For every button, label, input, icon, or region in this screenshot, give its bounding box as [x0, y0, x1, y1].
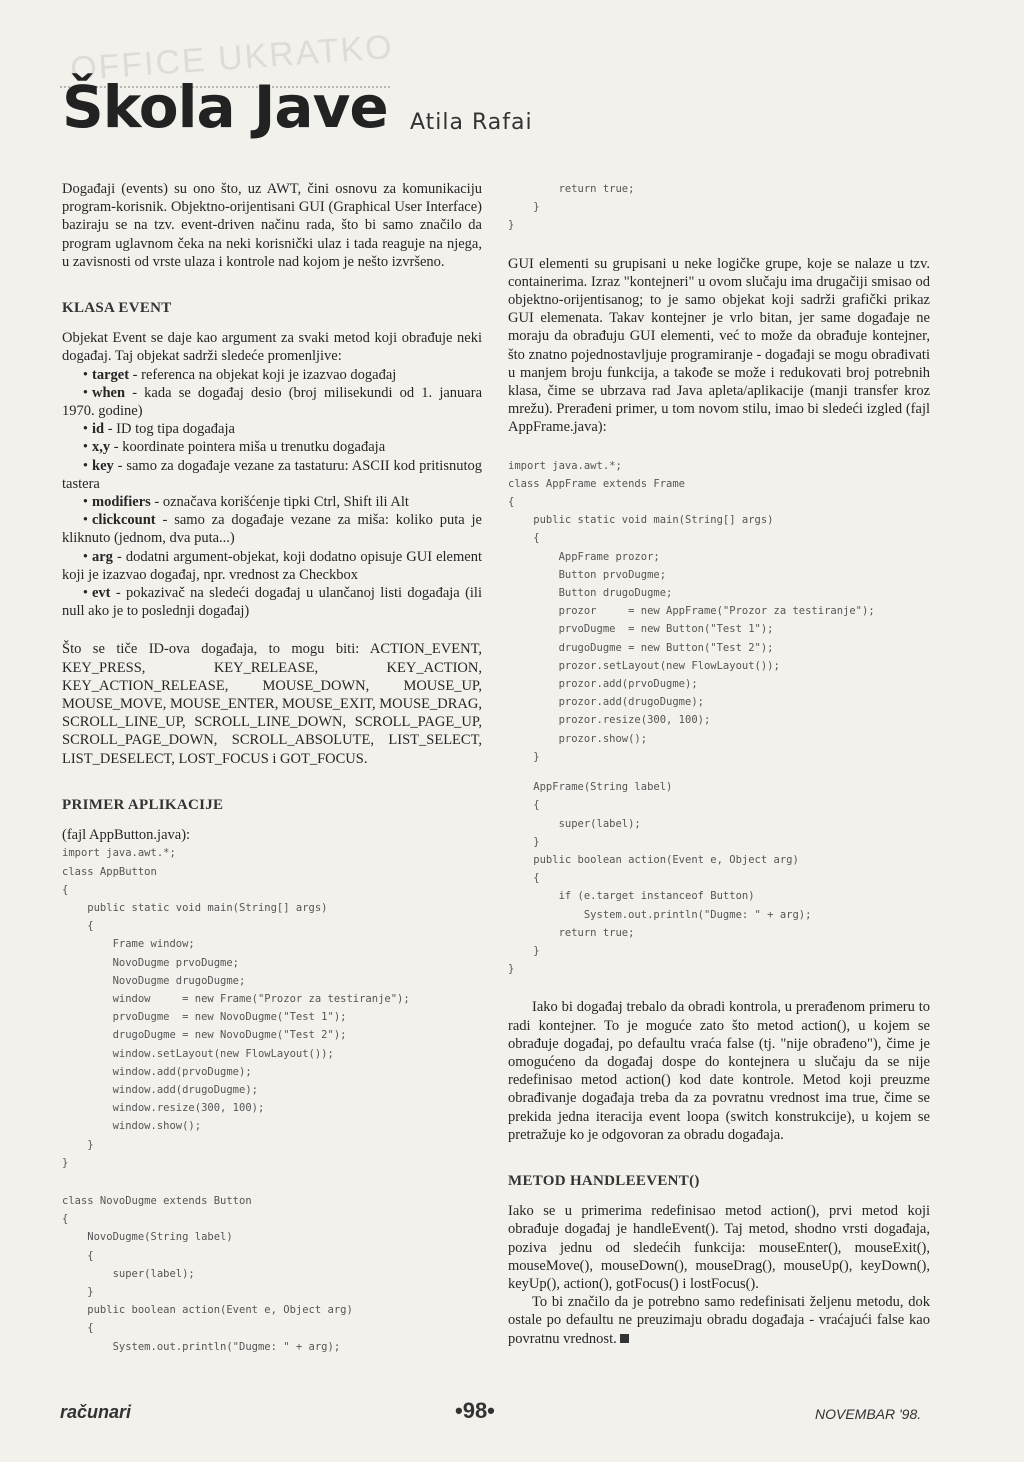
event-field-item — [62, 384, 482, 420]
left-column — [62, 180, 482, 1356]
event-intro-paragraph: Objekat Event se daje kao argument za svaki metod koji obrađuje neki događaj. Taj objekat sadrži sledeće promenljive: — [62, 330, 482, 365]
event-field-term: evt — [92, 585, 111, 602]
event-field-description: - samo za događaje vezane za tastaturu: ASCII kod pritisnutog tastera — [62, 457, 482, 492]
event-field-item — [62, 548, 482, 584]
event-field-description: - označava korišćenje tipki Ctrl, Shift ili Alt — [150, 494, 409, 511]
appbutton-file-label: (fajl AppButton.java): — [62, 827, 191, 844]
event-field-term: arg — [92, 548, 113, 565]
bullet-icon: • — [82, 585, 88, 602]
event-field-term: when — [92, 384, 126, 401]
bullet-icon: • — [82, 384, 88, 401]
bullet-icon: • — [82, 439, 88, 456]
bullet-icon: • — [82, 457, 88, 474]
end-mark-icon — [620, 1334, 629, 1343]
ghost-header-text: OFFICE UKRATKO — [69, 27, 395, 89]
code-appframe-methods: AppFrame(String label) { super(label); } public boolean action(Event e, Object arg) { if (e.target instanceof Button) System.out.println("Dugme: " + arg); return true; } } — [508, 781, 812, 976]
event-field-item — [62, 511, 482, 547]
article-title: Škola Jave — [62, 73, 388, 141]
event-field-item — [62, 493, 482, 511]
bullet-icon: • — [82, 421, 88, 438]
event-fields-list — [62, 366, 482, 621]
bullet-icon: • — [82, 366, 88, 383]
code-novodugme-class: class NovoDugme extends Button { NovoDugme(String label) { super(label); } public boolean action(Event e, Object arg) { System.out.println("Dugme: " + arg); — [62, 1194, 353, 1353]
code-appbutton-main: import java.awt.*; class AppButton { public static void main(String[] args) { Frame window; NovoDugme prvoDugme; NovoDugme drugoDugme; window = new Frame("Prozor za testiranje"); prvoDugme = new NovoDugme("Test 1"); drugoDugme = new NovoDugme("Test 2"); window.setLayout(new FlowLayout()); window.add(prvoDugme); window.add(drugoDugme); window.resize(300, 100); window.show(); } } — [62, 847, 410, 1169]
code-appframe-main: import java.awt.*; class AppFrame extends Frame { public static void main(String[] args) { AppFrame prozor; Button prvoDugme; Button drugoDugme; prozor = new AppFrame("Prozor za testiranje"); prvoDugme = new Button("Test 1"); drugoDugme = new Button("Test 2"); prozor.setLayout(new FlowLayout()); prozor.add(prvoDugme); prozor.add(drugoDugme); prozor.resize(300, 100); prozor.show(); } — [508, 459, 875, 763]
event-field-term: clickcount — [92, 512, 156, 529]
event-field-description: - samo za događaje vezane za miša: koliko puta je kliknuto (jednom, dva puta...) — [62, 512, 482, 547]
event-field-description: - ID tog tipa događaja — [104, 421, 235, 438]
event-field-item — [62, 584, 482, 620]
bullet-icon: • — [82, 512, 88, 529]
container-handling-paragraph: Iako bi događaj trebalo da obradi kontrola, u prerađenom primeru to radi kontejner. To je moguće zato što metod action(), u kojem se obrađuje događaj, po defaultu vraća false (tj. "nije obrađeno"), čime je omogućeno da događaj dospe do kontejnera u slučaju da se nije redefinisao metod action() kod date kontrole. Metod koji preuzme obrađivanje događaja treba da za povratnu vrednost ima true, čime se prekida jedna iteracija event loopa (switch konstrukcije), u kojem se pretražuje ko je odgovoran za obradu događaja. — [508, 999, 930, 1143]
heading-metod-handleevent: METOD HANDLEEVENT() — [508, 1172, 700, 1189]
event-field-item — [62, 420, 482, 438]
right-column — [508, 180, 930, 1348]
footer-issue: NOVEMBAR '98. — [815, 1406, 922, 1422]
article-author: Atila Rafai — [410, 110, 533, 135]
event-field-description: - dodatni argument-objekat, koji dodatno opisuje GUI element koji je izazvao događaj, npr. vrednost za Checkbox — [62, 548, 482, 583]
event-field-description: - kada se događaj desio (broj milisekundi od 1. januara 1970. godine) — [62, 384, 482, 420]
event-field-term: id — [92, 421, 105, 438]
event-field-description: - koordinate pointera miša u trenutku događaja — [110, 439, 386, 456]
event-ids-paragraph: Što se tiče ID-ova događaja, to mogu biti: ACTION_EVENT, KEY_PRESS, KEY_RELEASE, KEY_ACTION, KEY_ACTION_RELEASE, MOUSE_DOWN, MOUSE_UP, MOUSE_MOVE, MOUSE_ENTER, MOUSE_EXIT, MOUSE_DRAG, SCROLL_LINE_UP, SCROLL_LINE_DOWN, SCROLL_PAGE_UP, SCROLL_PAGE_DOWN, SCROLL_ABSOLUTE, LIST_SELECT, LIST_DESELECT, LOST_FOCUS i GOT_FOCUS. — [62, 641, 482, 767]
heading-klasa-event: KLASA EVENT — [62, 300, 172, 317]
intro-paragraph: Događaji (events) su ono što, uz AWT, čini osnovu za komunikaciju program-korisnik. Objektno-orijentisani GUI (Graphical User Interface) baziraju se na tzv. event-driven načinu rada, što bi samo značilo da program uglavnom čeka na neki korisnički ulaz i tada reaguje na njega, u zavisnosti od vrste ulaza i kontrole nad kojom je nešto izvršeno. — [62, 181, 482, 270]
event-field-description: - pokazivač na sledeći događaj u ulančanoj listi događaja (ili null ako je to poslednji događaj) — [62, 585, 482, 620]
containers-paragraph: GUI elementi su grupisani u neke logičke grupe, koje se nalaze u tzv. containerima. Izraz "kontejneri" u ovom slučaju ima drugačiji smisao od objektno-orijentisanog; to je samo objekat koji sadrži grafički prikaz GUI elemenata. Takav kontejner je vrlo bitan, jer same događaje ne moraju da obrađuju GUI elementi, već to može da obrađuje kontejner, što znatno pojednostavljuje programiranje - događaji se mogu obrađivati u manjem broju funkcija, a takođe se može i redukovati broj potrebnih klasa, čime se ubrzava rad Java apleta/aplikacije (manji transfer kroz mrežu). Prerađeni primer, u tom novom stilu, imao bi sledeći izgled (fajl AppFrame.java): — [508, 255, 930, 436]
redefine-paragraph — [508, 1293, 930, 1348]
event-field-term: x,y — [92, 439, 111, 456]
footer-page-number: •98• — [455, 1398, 495, 1423]
footer-magazine-name: računari — [60, 1402, 132, 1422]
bullet-icon: • — [82, 548, 88, 565]
event-field-item — [62, 366, 482, 384]
code-continued-return: return true; } } — [508, 183, 635, 232]
handleevent-paragraph: Iako se u primerima redefinisao metod action(), prvi metod koji obrađuje događaj je handleEvent(). Taj metod, shodno vrsti događaja, poziva jednu od sledećih funkcija: mouseEnter(), mouseExit(), mouseMove(), mouseDown(), mouseDrag(), mouseUp(), keyDown(), keyUp(), action(), gotFocus() i lostFocus(). — [508, 1203, 930, 1292]
event-field-term: key — [92, 457, 114, 474]
event-field-term: modifiers — [92, 494, 151, 511]
redefine-text: To bi značilo da je potrebno samo redefinisati željenu metodu, dok ostale po defaultu ne preuzimaju obradu događaja - vraćajući false kao povratnu vrednost. — [508, 1294, 930, 1347]
event-field-item — [62, 438, 482, 456]
heading-primer-aplikacije: PRIMER APLIKACIJE — [62, 796, 224, 813]
event-field-item — [62, 457, 482, 493]
event-field-description: - referenca na objekat koji je izazvao događaj — [129, 366, 397, 383]
event-field-term: target — [92, 366, 130, 383]
bullet-icon: • — [82, 494, 88, 511]
